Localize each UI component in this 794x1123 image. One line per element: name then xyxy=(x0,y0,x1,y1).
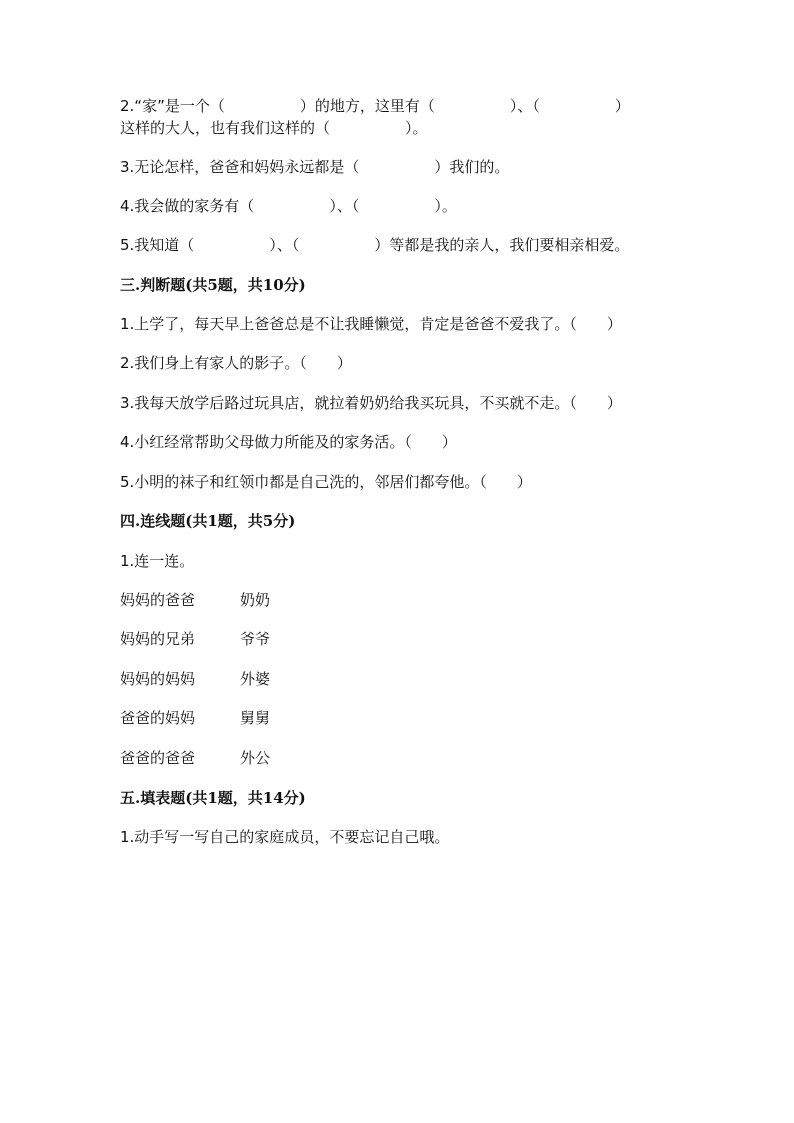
match-row xyxy=(120,669,270,689)
match-right-item: 外婆 xyxy=(240,670,271,688)
match-left-item: 妈妈的妈妈 xyxy=(120,670,196,688)
match-right-item: 外公 xyxy=(240,749,271,767)
judge-question-3: 3.我每天放学后路过玩具店，就拉着奶奶给我买玩具，不买就不走。（ ） xyxy=(120,394,622,412)
judge-question-5: 5.小明的袜子和红领巾都是自己洗的，邻居们都夸他。（ ） xyxy=(120,473,532,491)
table-question-1: 1.动手写一写自己的家庭成员，不要忘记自己哦。 xyxy=(120,828,450,846)
fill-question-2-line-1: 2.“家”是一个（ ）的地方，这里有（ ）、（ ） xyxy=(120,97,630,115)
fill-question-2-line-2: 这样的大人，也有我们这样的（ ）。 xyxy=(120,119,428,137)
match-right-item: 舅舅 xyxy=(240,709,271,727)
match-left-item: 爸爸的妈妈 xyxy=(120,709,196,727)
match-left-item: 爸爸的爸爸 xyxy=(120,749,196,767)
section-3-heading: 三.判断题(共5题，共10分) xyxy=(120,276,306,294)
section-5-heading: 五.填表题(共1题，共14分) xyxy=(120,789,306,807)
match-left-item: 妈妈的爸爸 xyxy=(120,591,196,609)
fill-question-4: 4.我会做的家务有（ ）、（ ）。 xyxy=(120,197,457,215)
match-question-1: 1.连一连。 xyxy=(120,552,195,570)
match-row xyxy=(120,629,270,649)
fill-question-5: 5.我知道（ ）、（ ）等都是我的亲人，我们要相亲相爱。 xyxy=(120,236,630,254)
fill-question-3: 3.无论怎样，爸爸和妈妈永远都是（ ）我们的。 xyxy=(120,158,510,176)
match-right-item: 奶奶 xyxy=(240,591,271,609)
judge-question-1: 1.上学了，每天早上爸爸总是不让我睡懒觉，肯定是爸爸不爱我了。（ ） xyxy=(120,315,622,333)
judge-question-2: 2.我们身上有家人的影子。（ ） xyxy=(120,354,352,372)
judge-question-4: 4.小红经常帮助父母做力所能及的家务活。（ ） xyxy=(120,433,457,451)
match-left-item: 妈妈的兄弟 xyxy=(120,630,196,648)
section-4-heading: 四.连线题(共1题，共5分) xyxy=(120,512,296,530)
match-row xyxy=(120,708,270,728)
match-row xyxy=(120,590,270,610)
match-row xyxy=(120,748,270,768)
match-right-item: 爷爷 xyxy=(240,630,271,648)
